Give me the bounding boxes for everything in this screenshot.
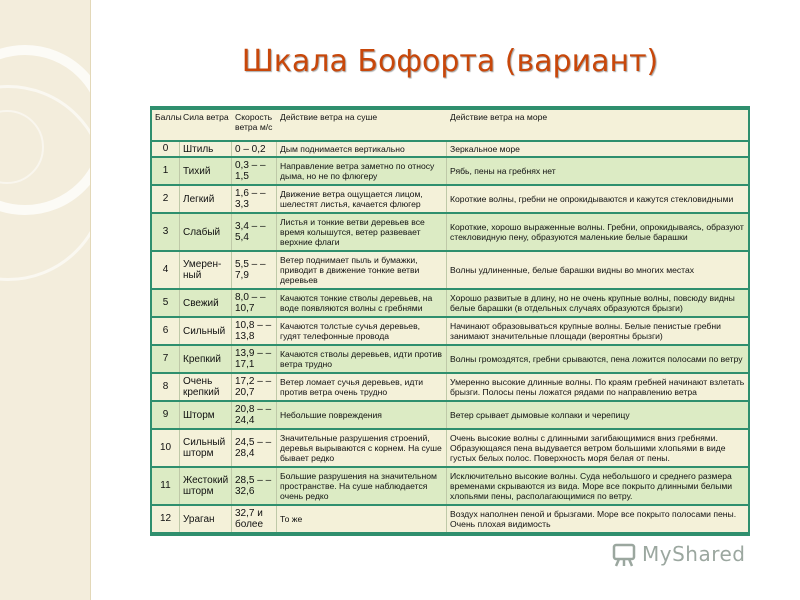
cell-land-effect: То же	[277, 506, 447, 532]
cell-speed: 0 – 0,2	[232, 142, 277, 156]
table-row	[152, 430, 748, 466]
header-force: Сила ветра	[180, 110, 232, 140]
cell-sea-effect: Умеренно высокие длинные волны. По краям гребней начинают взлетать брызги. Полосы пены ложатся рядами по направлению ветра	[447, 374, 748, 400]
slide-title: Шкала Бофорта (вариант)	[241, 44, 659, 79]
cell-balls: 9	[152, 402, 180, 428]
cell-sea-effect: Зеркальное море	[447, 142, 748, 156]
cell-land-effect: Качаются стволы деревьев, идти против ветра трудно	[277, 346, 447, 372]
decorative-side-band	[0, 0, 91, 600]
cell-sea-effect: Короткие, хорошо выраженные волны. Гребни, опрокидываясь, образуют стекловидную пену, образуются маленькие белые барашки	[447, 214, 748, 250]
cell-sea-effect: Рябь, пены на гребнях нет	[447, 158, 748, 184]
cell-force: Свежий	[180, 290, 232, 316]
table-row	[152, 290, 748, 316]
cell-balls: 12	[152, 506, 180, 532]
cell-balls: 11	[152, 468, 180, 504]
cell-sea-effect: Короткие волны, гребни не опрокидываются и кажутся стекловидными	[447, 186, 748, 212]
table-row	[152, 468, 748, 504]
cell-force: Умерен- ный	[180, 252, 232, 288]
table-row	[152, 142, 748, 156]
cell-balls: 1	[152, 158, 180, 184]
cell-speed: 24,5 – – 28,4	[232, 430, 277, 466]
cell-sea-effect: Начинают образовываться крупные волны. Белые пенистые гребни занимают значительные площади (вероятны брызги)	[447, 318, 748, 344]
table-row	[152, 346, 748, 372]
cell-speed: 0,3 – – 1,5	[232, 158, 277, 184]
cell-balls: 7	[152, 346, 180, 372]
table-row	[152, 506, 748, 532]
cell-force: Крепкий	[180, 346, 232, 372]
cell-sea-effect: Волны громоздятся, гребни срываются, пена ложится полосами по ветру	[447, 346, 748, 372]
watermark-text: MyShared	[642, 542, 746, 566]
cell-balls: 0	[152, 142, 180, 156]
cell-speed: 5,5 – – 7,9	[232, 252, 277, 288]
table-row	[152, 252, 748, 288]
cell-balls: 3	[152, 214, 180, 250]
cell-force: Штиль	[180, 142, 232, 156]
watermark	[612, 540, 762, 570]
cell-land-effect: Большие разрушения на значительном пространстве. На суше наблюдается очень редко	[277, 468, 447, 504]
cell-force: Слабый	[180, 214, 232, 250]
cell-land-effect: Качаются толстые сучья деревьев, гудят телефонные провода	[277, 318, 447, 344]
beaufort-table	[152, 108, 748, 534]
cell-speed: 8,0 – – 10,7	[232, 290, 277, 316]
cell-land-effect: Значительные разрушения строений, деревья вырываются с корнем. На суше бывает редко	[277, 430, 447, 466]
presentation-board-icon	[612, 542, 636, 568]
table-body	[152, 142, 748, 532]
header-speed: Скорость ветра м/с	[232, 110, 277, 140]
beaufort-table-frame	[150, 106, 750, 536]
cell-speed: 20,8 – – 24,4	[232, 402, 277, 428]
cell-land-effect: Качаются тонкие стволы деревьев, на воде появляются волны с гребнями	[277, 290, 447, 316]
table-row	[152, 374, 748, 400]
cell-force: Ураган	[180, 506, 232, 532]
cell-force: Очень крепкий	[180, 374, 232, 400]
cell-balls: 4	[152, 252, 180, 288]
cell-land-effect: Дым поднимается вертикально	[277, 142, 447, 156]
cell-balls: 6	[152, 318, 180, 344]
header-sea: Действие ветра на море	[447, 110, 748, 140]
table-row	[152, 186, 748, 212]
cell-force: Сильный	[180, 318, 232, 344]
cell-force: Легкий	[180, 186, 232, 212]
cell-speed: 13,9 – – 17,1	[232, 346, 277, 372]
cell-speed: 17,2 – – 20,7	[232, 374, 277, 400]
cell-sea-effect: Волны удлиненные, белые барашки видны во многих местах	[447, 252, 748, 288]
table-row	[152, 318, 748, 344]
cell-sea-effect: Ветер срывает дымовые колпаки и черепицу	[447, 402, 748, 428]
cell-land-effect: Движение ветра ощущается лицом, шелестят листья, качается флюгер	[277, 186, 447, 212]
table-row	[152, 158, 748, 184]
cell-force: Тихий	[180, 158, 232, 184]
cell-balls: 10	[152, 430, 180, 466]
cell-sea-effect: Очень высокие волны с длинными загибающимися вниз гребнями. Образующаяся пена выдувается ветром большими хлопьями в виде густых белых полос. Поверхность моря белая от пены.	[447, 430, 748, 466]
cell-speed: 10,8 – – 13,8	[232, 318, 277, 344]
cell-sea-effect: Исключительно высокие волны. Суда небольшого и среднего размера временами скрываются из вида. Море все покрыто длинными белыми хлопьями пены, располагающимися по ветру.	[447, 468, 748, 504]
cell-speed: 3,4 – – 5,4	[232, 214, 277, 250]
header-balls: Баллы	[152, 110, 180, 140]
cell-speed: 28,5 – – 32,6	[232, 468, 277, 504]
cell-balls: 5	[152, 290, 180, 316]
cell-force: Шторм	[180, 402, 232, 428]
cell-sea-effect: Хорошо развитые в длину, но не очень крупные волны, повсюду видны белые барашки (в отдельных случаях образуются брызги)	[447, 290, 748, 316]
cell-land-effect: Небольшие повреждения	[277, 402, 447, 428]
cell-force: Сильный шторм	[180, 430, 232, 466]
table-row	[152, 402, 748, 428]
cell-balls: 8	[152, 374, 180, 400]
cell-sea-effect: Воздух наполнен пеной и брызгами. Море все покрыто полосами пены. Очень плохая видимость	[447, 506, 748, 532]
table-header-row	[152, 110, 748, 140]
cell-land-effect: Листья и тонкие ветви деревьев все время колышутся, ветер развевает верхние флаги	[277, 214, 447, 250]
cell-land-effect: Направление ветра заметно по относу дыма, но не по флюгеру	[277, 158, 447, 184]
header-land: Действие ветра на суше	[277, 110, 447, 140]
cell-balls: 2	[152, 186, 180, 212]
table-row	[152, 214, 748, 250]
cell-speed: 1,6 – – 3,3	[232, 186, 277, 212]
cell-land-effect: Ветер ломает сучья деревьев, идти против ветра очень трудно	[277, 374, 447, 400]
cell-force: Жестокий шторм	[180, 468, 232, 504]
cell-speed: 32,7 и более	[232, 506, 277, 532]
cell-land-effect: Ветер поднимает пыль и бумажки, приводит в движение тонкие ветви деревьев	[277, 252, 447, 288]
